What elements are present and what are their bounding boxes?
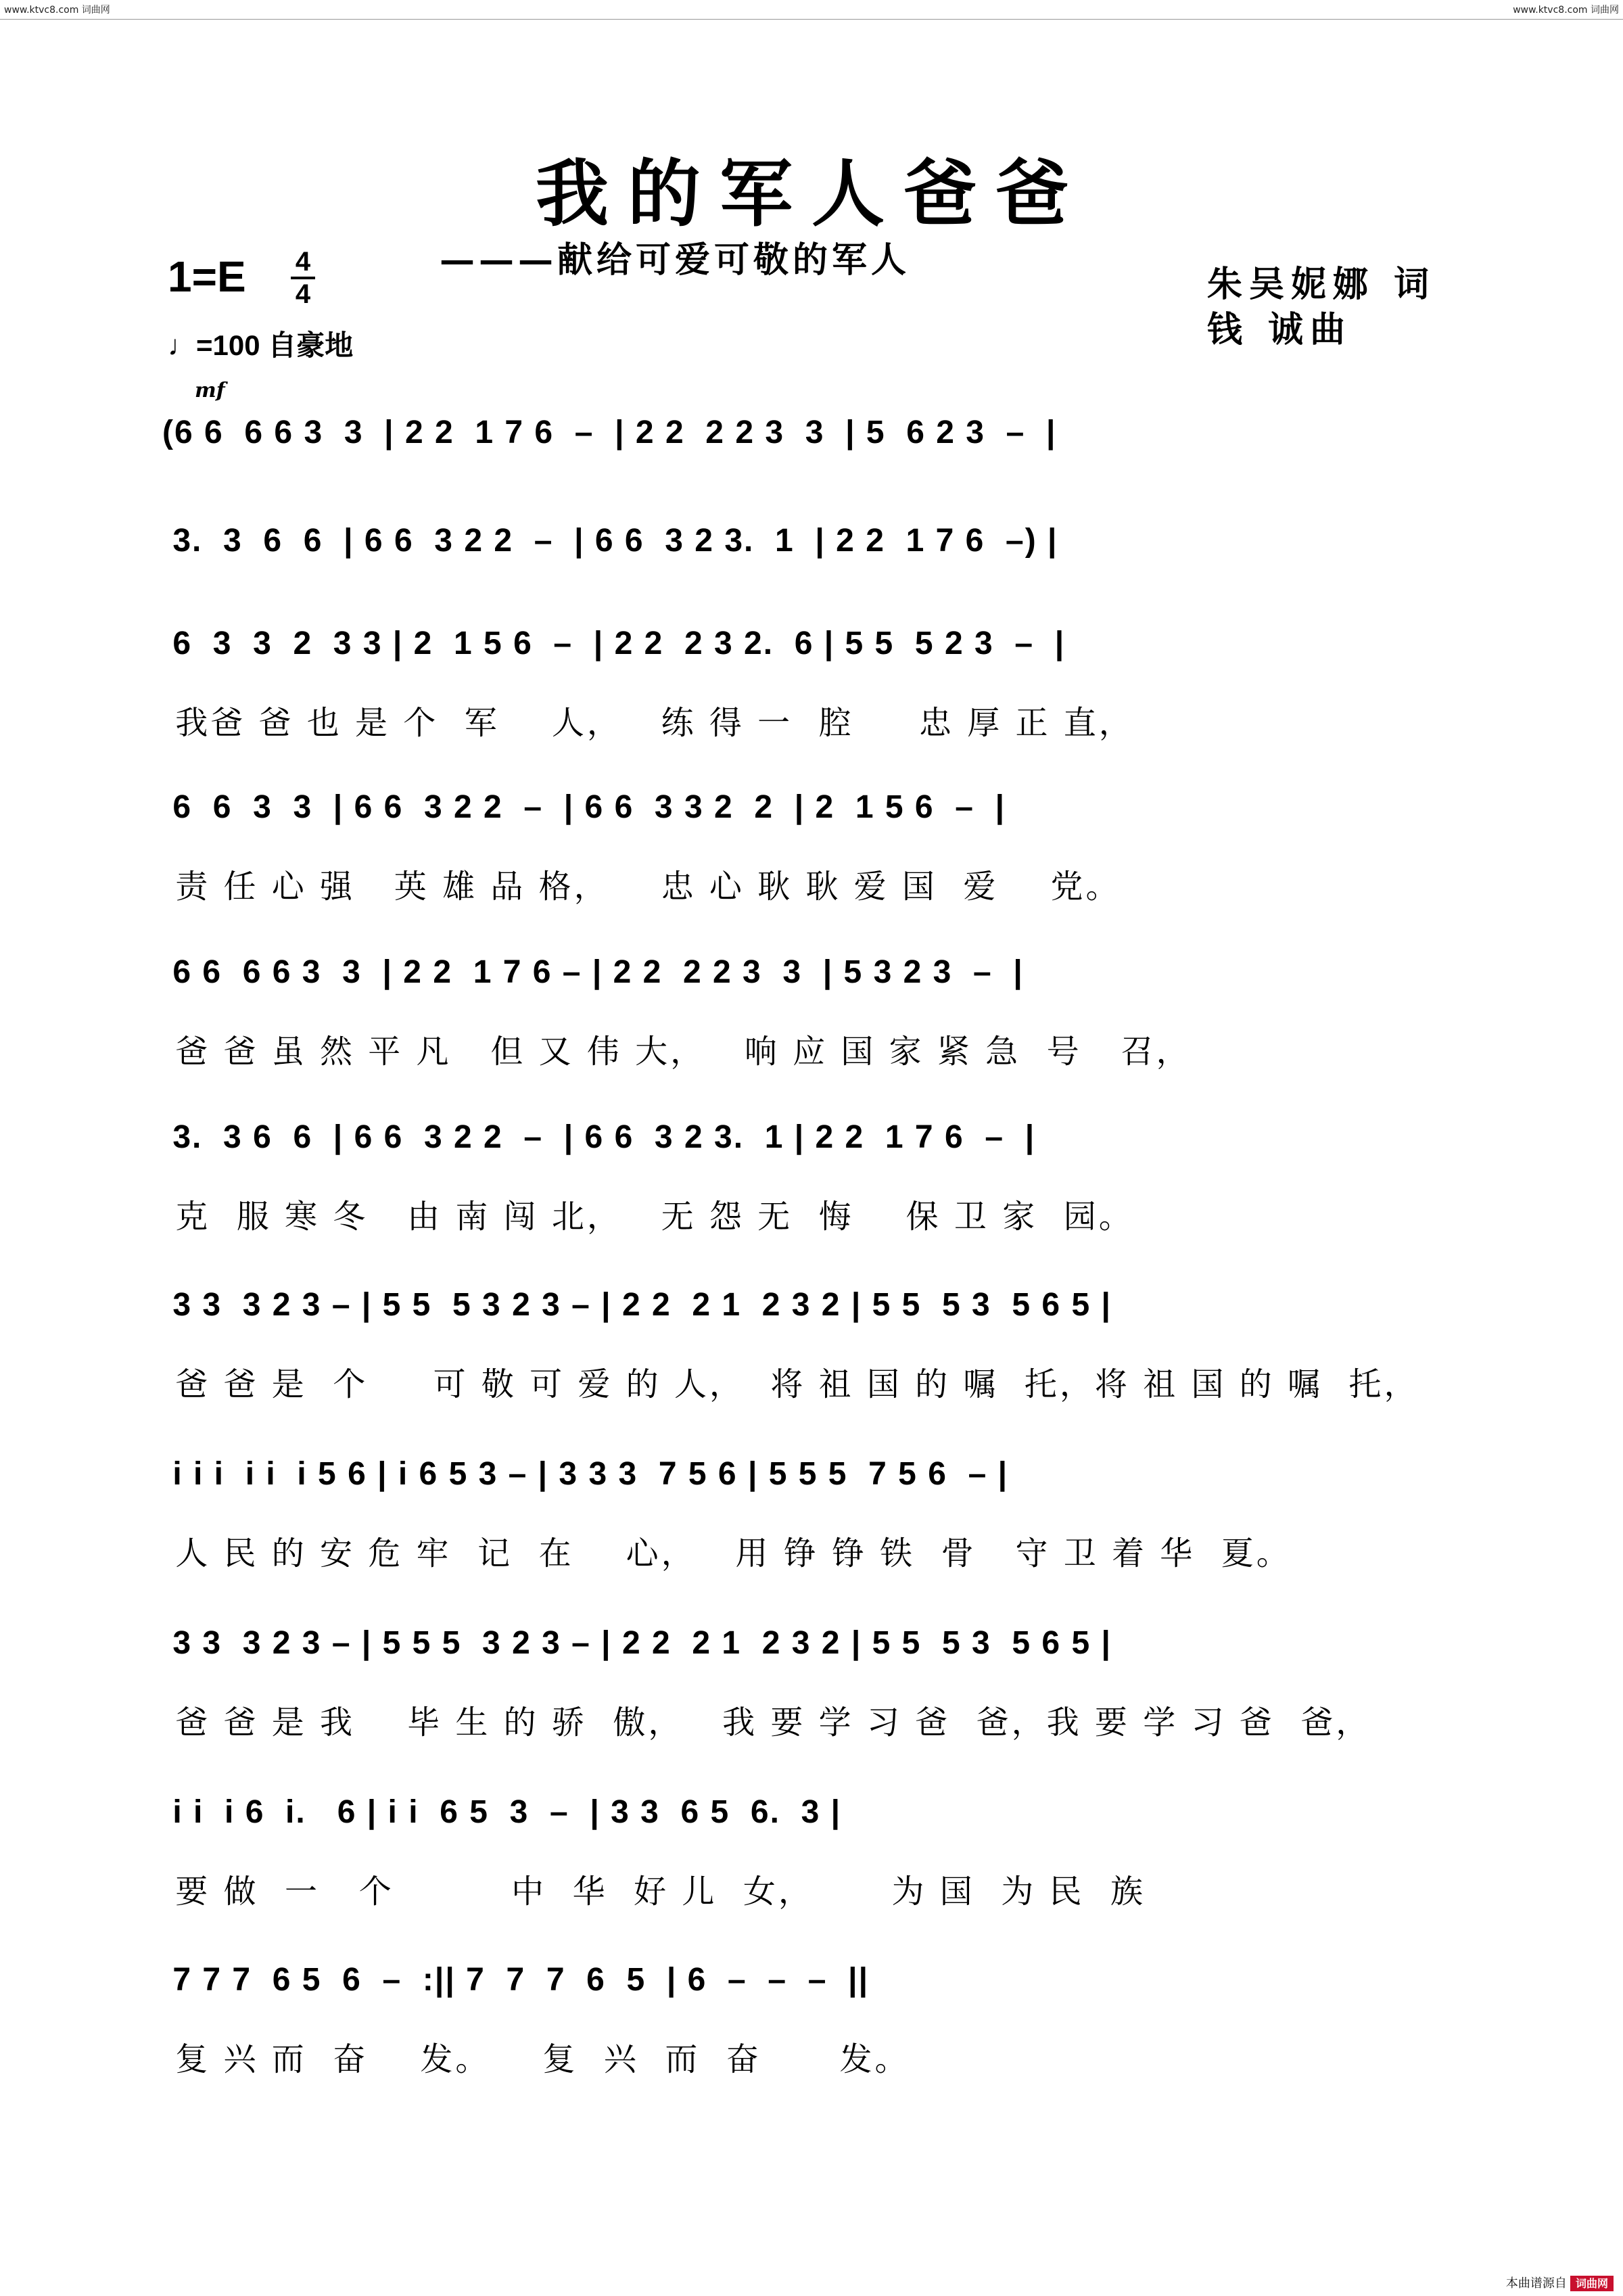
meter-top: 4 bbox=[295, 247, 311, 277]
lyric-line: 爸 爸 虽 然 平 凡 但 又 伟 大， 响 应 国 家 紧 急 号 召， bbox=[162, 1033, 1192, 1071]
notation-line: 3. 3 6 6 | 6 6 3 2 2 – | 6 6 3 2 3. 1 | 2 2 1 7 6 – | bbox=[162, 1119, 1036, 1155]
header-site-left: www.ktvc8.com 词曲网 bbox=[4, 5, 110, 16]
lyric-line: 人 民 的 安 危 牢 记 在 心， 用 铮 铮 铁 骨 守 卫 着 华 夏。 bbox=[162, 1534, 1292, 1572]
notation-line: i i i 6 i. 6 | i i 6 5 3 – | 3 3 6 5 6. 3 | bbox=[162, 1794, 842, 1830]
footer-text: 本曲谱源自 bbox=[1505, 2276, 1567, 2291]
dynamic-marking: mf bbox=[195, 379, 225, 402]
song-title: 我的军人爸爸 bbox=[535, 151, 1087, 237]
time-signature bbox=[291, 247, 315, 309]
notation-line: 3 3 3 2 3 – | 5 5 5 3 2 3 – | 2 2 2 1 2 3 2 | 5 5 5 3 5 6 5 | bbox=[162, 1625, 1112, 1661]
notation-line: 3. 3 6 6 | 6 6 3 2 2 – | 6 6 3 2 3. 1 | 2 2 1 7 6 –) | bbox=[162, 523, 1058, 559]
footer-logo[interactable]: 词曲网 bbox=[1570, 2276, 1614, 2291]
lyric-line: 爸 爸 是 我 毕 生 的 骄 傲， 我 要 学 习 爸 爸，我 要 学 习 爸 爸， bbox=[162, 1704, 1371, 1741]
notation-line: 6 3 3 2 3 3 | 2 1 5 6 – | 2 2 2 3 2. 6 | 5 5 5 2 3 – | bbox=[162, 626, 1066, 661]
lyric-line: 复 兴 而 奋 发。 复 兴 而 奋 发。 bbox=[162, 2040, 910, 2078]
notation-line: 6 6 6 6 3 3 | 2 2 1 7 6 – | 2 2 2 2 3 3 | 5 3 2 3 – | bbox=[162, 954, 1024, 990]
notation-line: i i i i i i 5 6 | i 6 5 3 – | 3 3 3 7 5 6 | 5 5 5 7 5 6 – | bbox=[162, 1456, 1009, 1492]
tempo-marking: ♩=100 自豪地 bbox=[168, 329, 354, 361]
lyric-line: 我爸 爸 也 是 个 军 人， 练 得 一 腔 忠 厚 正 直， bbox=[162, 704, 1134, 742]
lyric-line: 要 做 一 个 中 华 好 儿 女， 为 国 为 民 族 bbox=[162, 1873, 1146, 1911]
meter-bottom: 4 bbox=[295, 279, 311, 309]
key-signature: 1=E bbox=[168, 252, 246, 301]
header-divider bbox=[0, 19, 1623, 20]
notation-line: 6 6 3 3 | 6 6 3 2 2 – | 6 6 3 3 2 2 | 2 1 5 6 – | bbox=[162, 789, 1006, 825]
notation-line: (6 6 6 6 3 3 | 2 2 1 7 6 – | 2 2 2 2 3 3 | 5 6 2 3 – | bbox=[162, 415, 1057, 450]
footer bbox=[1506, 2274, 1614, 2291]
lyric-line: 爸 爸 是 个 可 敬 可 爱 的 人， 将 祖 国 的 嘱 托，将 祖 国 的 嘱 托， bbox=[162, 1365, 1419, 1403]
header-site-right: www.ktvc8.com 词曲网 bbox=[1513, 5, 1619, 16]
song-subtitle: ———献给可爱可敬的军人 bbox=[440, 239, 911, 281]
lyric-line: 克 服 寒 冬 由 南 闯 北， 无 怨 无 悔 保 卫 家 园。 bbox=[162, 1198, 1134, 1236]
composer-credit: 钱 诚曲 bbox=[1207, 309, 1352, 350]
notation-line: 3 3 3 2 3 – | 5 5 5 3 2 3 – | 2 2 2 1 2 3 2 | 5 5 5 3 5 6 5 | bbox=[162, 1287, 1112, 1323]
notation-line: 7 7 7 6 5 6 – :|| 7 7 7 6 5 | 6 – – – || bbox=[162, 1962, 870, 1998]
lyric-line: 责 任 心 强 英 雄 品 格， 忠 心 耿 耿 爱 国 爱 党。 bbox=[162, 868, 1121, 906]
lyricist-credit: 朱吴妮娜 词 bbox=[1207, 264, 1436, 305]
